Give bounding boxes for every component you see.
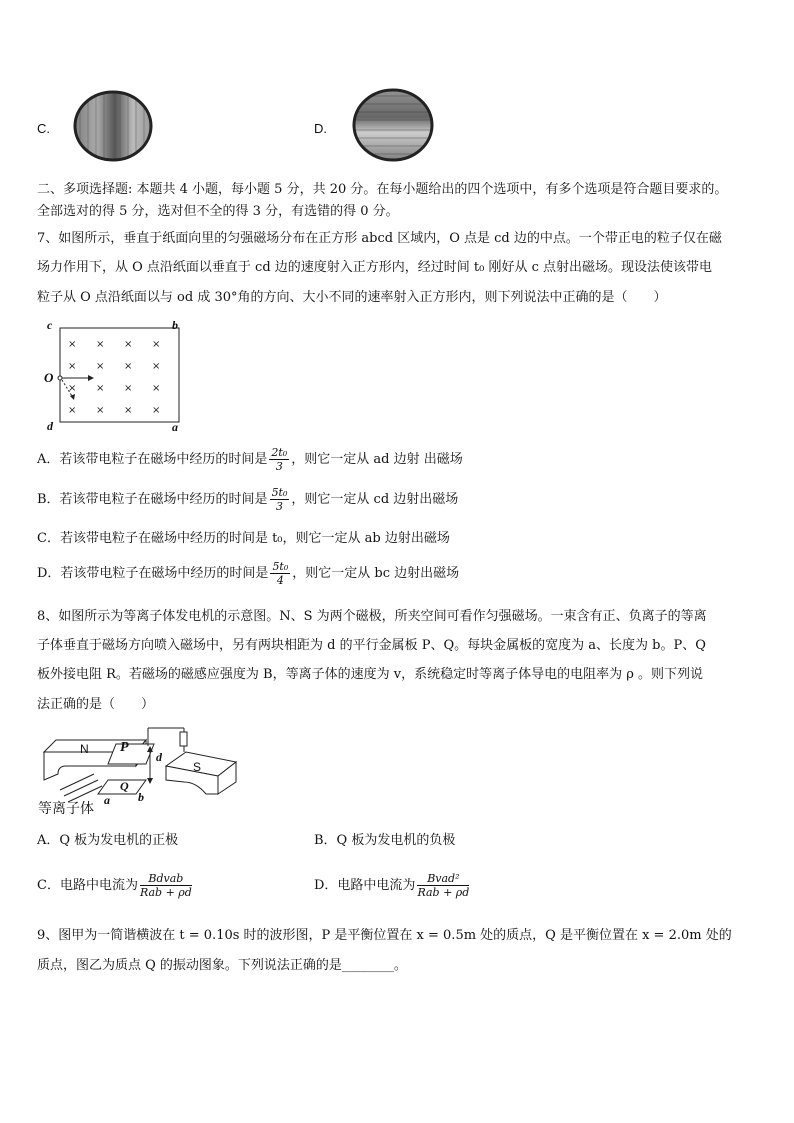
svg-text:×: × <box>96 383 105 394</box>
q8-label-p: P <box>120 740 129 755</box>
q7-figure <box>40 318 190 436</box>
q8-line2: 子体垂直于磁场方向喷入磁场中，另有两块相距为 d 的平行金属板 P、Q。每块金属板的宽度为 a、长度为 b。P、Q <box>37 638 706 653</box>
svg-text:×: × <box>124 383 133 394</box>
q8-line4: 法正确的是（ ） <box>37 697 155 712</box>
q8-option-b: B．Q 板为发电机的负极 <box>314 833 456 848</box>
svg-text:×: × <box>124 339 133 350</box>
section2-line1: 二、多项选择题: 本题共 4 小题，每小题 5 分，共 20 分。在每小题给出的四个选项中，有多个选项是符合题目要求的。 <box>37 182 728 197</box>
q8-label-q: Q <box>120 779 129 793</box>
section2-line2: 全部选对的得 5 分，选对但不全的得 3 分，有选错的得 0 分。 <box>37 204 399 219</box>
svg-text:×: × <box>152 339 161 350</box>
q7-label-b: b <box>172 318 178 332</box>
q9-line2: 质点，图乙为质点 Q 的振动图象。下列说法正确的是________。 <box>37 958 407 973</box>
q8-option-c: C．电路中电流为 $\frac{\text{Bdvab}}{\text{Rab + ρd}}$ <box>37 872 192 899</box>
svg-text:×: × <box>96 339 105 350</box>
option-c-image <box>70 88 160 164</box>
option-d-image <box>350 86 440 164</box>
q7-option-b: B．若该带电粒子在磁场中经历的时间是 $\frac{\text{5t₀}}{3}$ ，则它一定从 cd 边射出磁场 <box>37 486 459 513</box>
svg-text:×: × <box>124 405 133 416</box>
q8-line3: 板外接电阻 R。若磁场的磁感应强度为 B，等离子体的速度为 v，系统稳定时等离子体导电的电阻率为 ρ 。则下列说 <box>37 667 703 682</box>
q8-option-d: D．电路中电流为 $\frac{\text{Bvad²}}{\text{Rab + ρd}}$ <box>314 872 470 899</box>
q7-label-o: O <box>44 370 54 385</box>
q8-option-a: A．Q 板为发电机的正极 <box>37 833 179 848</box>
svg-text:×: × <box>96 405 105 416</box>
q7-label-c: c <box>47 318 53 332</box>
svg-text:×: × <box>152 383 161 394</box>
svg-text:×: × <box>152 405 161 416</box>
q8-label-b: b <box>138 790 144 804</box>
svg-text:×: × <box>68 383 77 394</box>
q7-option-a: A．若该带电粒子在磁场中经历的时间是 $\frac{\text{2t₀}}{3}$ ，则它一定从 ad 边射 出磁场 <box>37 446 463 473</box>
q7-option-d: D．若该带电粒子在磁场中经历的时间是 $\frac{\text{5t₀}}{4}$ ，则它一定从 bc 边射出磁场 <box>37 560 460 587</box>
q8-label-plasma: 等离子体 <box>38 800 94 816</box>
option-d-label: D. <box>314 121 327 136</box>
q8-line1: 8、如图所示为等离子体发电机的示意图。N、S 为两个磁极，所夹空间可看作匀强磁场。一束含有正、负离子的等离 <box>37 609 707 624</box>
q7-label-d: d <box>47 419 53 433</box>
q7-line2: 场力作用下，从 O 点沿纸面以垂直于 cd 边的速度射入正方形内，经过时间 t₀ 刚好从 c 点射出磁场。现设法使该带电 <box>37 260 713 275</box>
q8-label-d: d <box>156 750 162 764</box>
q8-label-n: N <box>80 742 89 756</box>
svg-text:×: × <box>96 361 105 372</box>
svg-text:×: × <box>68 339 77 350</box>
q8-label-s: S <box>193 760 202 774</box>
svg-text:×: × <box>68 405 77 416</box>
svg-text:×: × <box>124 361 133 372</box>
svg-text:×: × <box>68 361 77 372</box>
option-c-label: C. <box>37 121 50 136</box>
q7-option-c: C．若该带电粒子在磁场中经历的时间是 t₀，则它一定从 ab 边射出磁场 <box>37 531 450 546</box>
q7-label-a: a <box>172 420 178 434</box>
q7-line1: 7、如图所示，垂直于纸面向里的匀强磁场分布在正方形 abcd 区域内，O 点是 cd 边的中点。一个带正电的粒子仅在磁 <box>37 231 722 246</box>
q8-label-a: a <box>104 793 110 807</box>
q7-line3: 粒子从 O 点沿纸面以与 od 成 30°角的方向、大小不同的速率射入正方形内，则下列说法中正确的是（ ） <box>37 290 667 305</box>
svg-text:×: × <box>152 361 161 372</box>
q9-line1: 9、图甲为一简谐横波在 t = 0.10s 时的波形图，P 是平衡位置在 x = 0.5m 处的质点，Q 是平衡位置在 x = 2.0m 处的 <box>37 928 732 943</box>
